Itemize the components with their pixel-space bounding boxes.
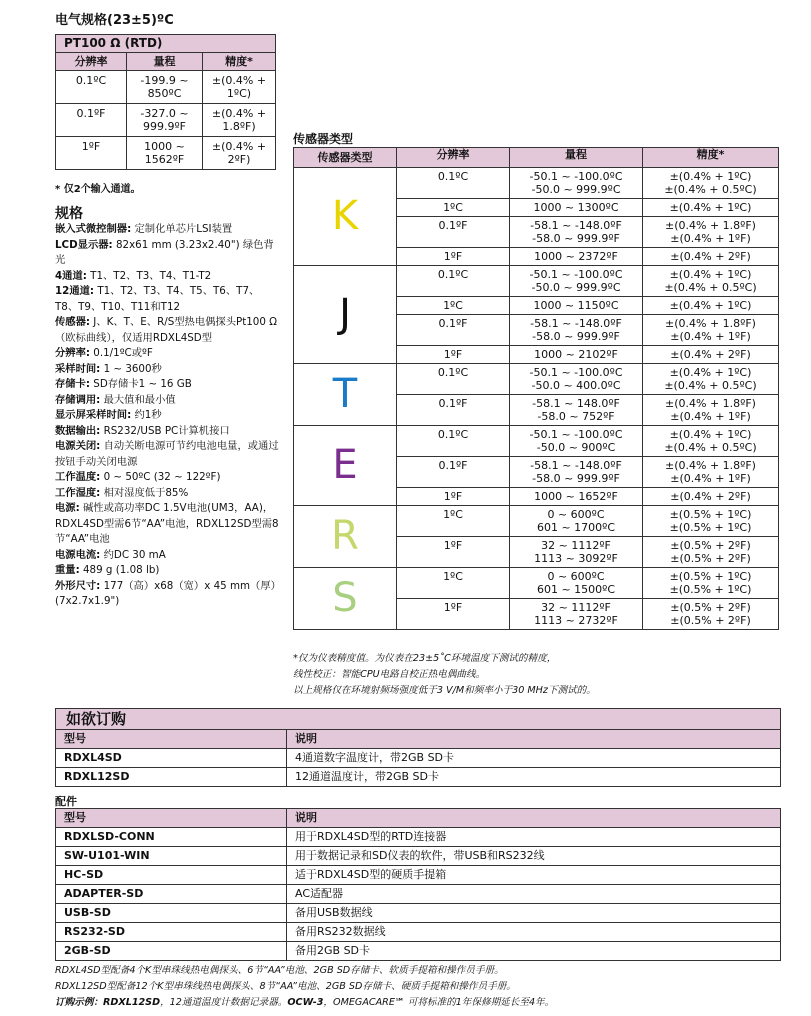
spec-label: 电源关闭: [55, 440, 101, 452]
table-row [56, 828, 781, 847]
sensor-acc-line: ±(0.4% + 1.8ºF) [665, 397, 756, 410]
sensor-range-line: 1000 ~ 2372ºF [534, 250, 618, 263]
sensor-type-r: R [294, 506, 397, 568]
footer-line: RDXL12SD型配备12个K型串珠线热电偶探头、8节“AA”电池、2GB SD存储卡、硬质手提箱和操作员手册。 [55, 981, 516, 992]
model-description: 用于RDXL4SD型的RTD连接器 [287, 828, 781, 847]
order-title: 如欲订购 [56, 709, 781, 730]
sensor-range-line: -50.0 ~ 999.9ºC [531, 183, 621, 196]
sensor-acc [643, 568, 779, 599]
table-row [56, 768, 781, 787]
spec-item [55, 424, 280, 440]
footer-line: RDXL4SD型配备4个K型串珠线热电偶探头、6节“AA”电池、2GB SD存储卡、软质手提箱和操作员手册。 [55, 965, 504, 976]
sensor-acc-line: ±(0.4% + 0.5ºC) [664, 379, 757, 392]
sensor-res: 1ºF [397, 488, 510, 506]
sensor-range-line: -58.0 ~ 999.9ºF [532, 472, 620, 485]
sensor-type-t: T [294, 364, 397, 426]
table-row [56, 749, 781, 768]
sensor-range [510, 506, 643, 537]
rtd-range: 1000 ~ 1562ºF [127, 137, 203, 170]
spec-label: 数据输出: [55, 424, 101, 437]
spec-value: 1 ~ 3600秒 [103, 362, 162, 375]
sensor-acc [643, 315, 779, 346]
sensor-acc-line: ±(0.4% + 1ºF) [670, 472, 751, 485]
spec-label: 采样时间: [55, 362, 101, 375]
sensor-type-k: K [294, 168, 397, 266]
sensor-acc [643, 426, 779, 457]
model-description: 用于数据记录和SD仪表的软件，带USB和RS232线 [287, 847, 781, 866]
model-description: 备用USB数据线 [287, 904, 781, 923]
sensor-range [510, 297, 643, 315]
sensor-res: 1ºC [397, 506, 510, 537]
sensor-range-line: 1000 ~ 1652ºF [534, 490, 618, 503]
spec-value: 82x61 mm (3.23x2.40") 绿色背光 [55, 238, 274, 266]
spec-value: T1、T2、T3、T4、T5、T6、T7、T8、T9、T10、T11和T12 [55, 285, 260, 313]
sensor-acc-line: ±(0.4% + 1ºC) [669, 201, 752, 214]
sensor-section-title: 传感器类型 [293, 132, 354, 146]
sensor-acc-line: ±(0.4% + 1ºC) [669, 366, 752, 379]
table-row [56, 847, 781, 866]
sensor-range-line: -58.1 ~ -148.0ºF [530, 459, 622, 472]
model-description: 4通道数字温度计，带2GB SD卡 [287, 749, 781, 768]
spec-item [55, 408, 280, 424]
sensor-note-line: *仅为仪表精度值。为仪表在23±5˚C环境温度下测试的精度， [293, 653, 557, 664]
rtd-spec-table [55, 34, 276, 170]
order-example-label: 订购示例： [55, 997, 103, 1008]
rtd-row [56, 104, 276, 137]
sensor-res: 0.1ºC [397, 426, 510, 457]
table-row [56, 923, 781, 942]
sensor-range [510, 395, 643, 426]
sensor-range-line: -58.1 ~ 148.0ºF [532, 397, 620, 410]
spec-item [55, 362, 280, 378]
spec-item [55, 486, 280, 502]
rtd-row [56, 137, 276, 170]
sensor-acc-line: ±(0.4% + 1ºF) [670, 330, 751, 343]
spec-value: 约DC 30 mA [103, 548, 166, 561]
sensor-acc [643, 217, 779, 248]
spec-label: 4通道: [55, 269, 87, 282]
sensor-acc-line: ±(0.5% + 1ºC) [669, 570, 752, 583]
spec-item [55, 393, 280, 409]
spec-value: 自动关断电源可节约电池电量，或通过按钮手动关闭电源 [55, 440, 279, 468]
sensor-res: 1ºC [397, 199, 510, 217]
sensor-range [510, 568, 643, 599]
spec-label: 电源电流: [55, 548, 101, 561]
spec-label: 存储卡: [55, 378, 91, 390]
sensor-acc [643, 506, 779, 537]
spec-item [55, 238, 280, 269]
sensor-acc [643, 488, 779, 506]
sensor-type-s: S [294, 568, 397, 630]
spec-item [55, 501, 280, 548]
sensor-range-line: 1113 ~ 3092ºF [534, 552, 618, 565]
sensor-range-line: -50.0 ~ 999.9ºC [531, 281, 621, 294]
accessories-table [55, 808, 781, 961]
sensor-acc-line: ±(0.5% + 1ºC) [669, 521, 752, 534]
sensor-row [294, 506, 779, 537]
sensor-range-line: -50.1 ~ -100.0ºC [529, 428, 623, 441]
sensor-acc-line: ±(0.5% + 1ºC) [669, 508, 752, 521]
spec-item [55, 563, 280, 579]
sensor-range-line: 1000 ~ 2102ºF [534, 348, 618, 361]
sensor-res: 0.1ºF [397, 217, 510, 248]
sensor-acc-line: ±(0.4% + 2ºF) [670, 250, 751, 263]
sensor-col-acc: 精度* [643, 148, 779, 168]
sensor-range [510, 537, 643, 568]
spec-value: 相对湿度低于85% [103, 486, 189, 499]
sensor-range-line: -58.1 ~ -148.0ºF [530, 317, 622, 330]
spec-value: 定制化单芯片LSI装置 [134, 223, 233, 235]
spec-label: 分辨率: [55, 347, 91, 359]
sensor-acc [643, 168, 779, 199]
sensor-res: 0.1ºC [397, 168, 510, 199]
sensor-acc-line: ±(0.4% + 2ºF) [670, 490, 751, 503]
rtd-table-header: PT100 Ω (RTD) [56, 35, 276, 53]
sensor-acc [643, 599, 779, 630]
sensor-type-e: E [294, 426, 397, 506]
spec-label: 重量: [55, 564, 80, 576]
sensor-res: 0.1ºC [397, 266, 510, 297]
spec-list [55, 222, 280, 610]
sensor-range-line: 0 ~ 600ºC [547, 570, 605, 583]
sensor-acc-line: ±(0.4% + 1ºC) [669, 428, 752, 441]
table-row [56, 866, 781, 885]
sensor-acc [643, 346, 779, 364]
rtd-row [56, 71, 276, 104]
spec-value: 489 g (1.08 lb) [83, 564, 160, 576]
sensor-acc [643, 457, 779, 488]
sensor-col-res: 分辨率 [397, 148, 510, 168]
sensor-range-line: -50.1 ~ -100.0ºC [529, 366, 623, 379]
spec-value: 碱性或高功率DC 1.5V电池(UM3，AA)，RDXL4SD型需6节“AA”电池，RDXL12SD型需8节“AA”电池 [55, 502, 279, 545]
order-table [55, 708, 781, 787]
sensor-acc-line: ±(0.5% + 1ºC) [669, 583, 752, 596]
spec-item [55, 579, 280, 610]
sensor-range-line: -50.0 ~ 900ºC [536, 441, 616, 454]
acc-col-desc: 说明 [287, 809, 781, 828]
sensor-row [294, 266, 779, 297]
sensor-range [510, 364, 643, 395]
sensor-range [510, 346, 643, 364]
model-number: SW-U101-WIN [56, 847, 287, 866]
spec-label: 传感器: [55, 316, 91, 328]
spec-item [55, 470, 280, 486]
sensor-res: 0.1ºF [397, 457, 510, 488]
sensor-range [510, 457, 643, 488]
model-description: AC适配器 [287, 885, 781, 904]
spec-label: 12通道: [55, 285, 95, 297]
sensor-acc-line: ±(0.4% + 0.5ºC) [664, 441, 757, 454]
sensor-col-type: 传感器类型 [294, 148, 397, 168]
sensor-range-line: -58.0 ~ 999.9ºF [532, 330, 620, 343]
spec-value: RS232/USB PC计算机接口 [103, 424, 230, 437]
rtd-note: * 仅2个输入通道。 [55, 184, 141, 195]
sensor-acc-line: ±(0.4% + 1ºC) [669, 170, 752, 183]
model-description: 备用2GB SD卡 [287, 942, 781, 961]
order-example-model2: OCW-3 [287, 997, 324, 1008]
order-col-desc: 说明 [287, 730, 781, 749]
sensor-res: 1ºF [397, 346, 510, 364]
sensor-acc [643, 199, 779, 217]
spec-label: 工作湿度: [55, 486, 101, 499]
spec-item [55, 269, 280, 285]
sensor-acc [643, 537, 779, 568]
spec-item [55, 439, 280, 470]
sensor-range-line: -58.0 ~ 999.9ºF [532, 232, 620, 245]
spec-label: 显示屏采样时间: [55, 409, 132, 421]
sensor-note-line: 线性校正：智能CPU电路自校正热电偶曲线。 [293, 669, 486, 680]
accessories-title: 配件 [55, 795, 77, 808]
sensor-range-line: -58.0 ~ 752ºF [537, 410, 615, 423]
sensor-notes [293, 651, 793, 699]
sensor-acc-line: ±(0.4% + 1.8ºF) [665, 219, 756, 232]
table-row [56, 942, 781, 961]
sensor-range-line: 1113 ~ 2732ºF [534, 614, 618, 627]
rtd-col-res: 分辨率 [56, 53, 127, 71]
sensor-range [510, 217, 643, 248]
sensor-acc-line: ±(0.4% + 1ºF) [670, 232, 751, 245]
sensor-row [294, 426, 779, 457]
sensor-acc-line: ±(0.4% + 2ºF) [670, 348, 751, 361]
sensor-res: 0.1ºF [397, 315, 510, 346]
model-number: RS232-SD [56, 923, 287, 942]
acc-col-model: 型号 [56, 809, 287, 828]
sensor-acc-line: ±(0.4% + 1ºC) [669, 299, 752, 312]
rtd-acc: ±(0.4% + 1.8ºF) [203, 104, 276, 137]
model-description: 12通道温度计，带2GB SD卡 [287, 768, 781, 787]
sensor-range [510, 599, 643, 630]
sensor-res: 0.1ºF [397, 395, 510, 426]
sensor-res: 1ºC [397, 568, 510, 599]
sensor-col-range: 量程 [510, 148, 643, 168]
sensor-range [510, 426, 643, 457]
sensor-acc-line: ±(0.4% + 1ºC) [669, 268, 752, 281]
sensor-range-line: 601 ~ 1700ºC [536, 521, 616, 534]
sensor-range [510, 315, 643, 346]
spec-value: J、K、T、E、R/S型热电偶探头Pt100 Ω（欧标曲线），仅适用RDXL4SD型 [55, 316, 278, 344]
sensor-acc-line: ±(0.4% + 0.5ºC) [664, 183, 757, 196]
model-number: RDXL12SD [56, 768, 287, 787]
table-row [56, 904, 781, 923]
order-example-model: RDXL12SD [102, 997, 161, 1008]
spec-item [55, 346, 280, 362]
rtd-res: 0.1ºC [56, 71, 127, 104]
sensor-row [294, 364, 779, 395]
sensor-acc-line: ±(0.5% + 2ºF) [670, 552, 751, 565]
sensor-acc [643, 266, 779, 297]
table-row [56, 885, 781, 904]
spec-value: 最大值和最小值 [103, 393, 176, 406]
rtd-res: 1ºF [56, 137, 127, 170]
model-description: 备用RS232数据线 [287, 923, 781, 942]
spec-value: SD存储卡1 ~ 16 GB [93, 378, 192, 390]
spec-label: 工作温度: [55, 471, 101, 483]
sensor-acc-line: ±(0.4% + 1.8ºF) [665, 459, 756, 472]
footer-line [55, 995, 795, 1011]
sensor-range [510, 266, 643, 297]
spec-label: 嵌入式微控制器: [55, 223, 132, 235]
footer-notes [55, 963, 795, 1011]
sensor-range-line: 32 ~ 1112ºF [541, 601, 611, 614]
spec-value: 0.1/1ºC或ºF [93, 347, 153, 359]
sensor-row [294, 168, 779, 199]
spec-title: 规格 [55, 206, 83, 222]
sensor-acc-line: ±(0.4% + 1ºF) [670, 410, 751, 423]
order-example-text2: ，OMEGACARE℠ 可将标准的1年保修期延长至4年。 [323, 997, 555, 1008]
sensor-res: 1ºF [397, 248, 510, 266]
order-section [55, 708, 781, 787]
sensor-acc-line: ±(0.5% + 2ºF) [670, 614, 751, 627]
rtd-section-title: 电气规格(23±5)ºC [55, 13, 174, 28]
sensor-range-line: -50.0 ~ 400.0ºC [531, 379, 621, 392]
spec-label: 电源: [55, 502, 80, 514]
spec-label: 存储调用: [55, 393, 101, 406]
sensor-range-line: -50.1 ~ -100.0ºC [529, 268, 623, 281]
spec-value: T1、T2、T3、T4、T1-T2 [90, 269, 212, 282]
spec-item [55, 222, 280, 238]
model-number: RDXL4SD [56, 749, 287, 768]
spec-item [55, 315, 280, 346]
model-number: 2GB-SD [56, 942, 287, 961]
rtd-col-range: 量程 [127, 53, 203, 71]
rtd-range: -327.0 ~ 999.9ºF [127, 104, 203, 137]
sensor-range [510, 199, 643, 217]
sensor-note-line: 以上规格仅在环境射频场强度低于3 V/M和频率小于30 MHz下测试的。 [293, 685, 596, 696]
sensor-range [510, 168, 643, 199]
sensor-table [293, 147, 779, 630]
spec-label: 外形尺寸: [55, 579, 101, 592]
sensor-acc-line: ±(0.4% + 1.8ºF) [665, 317, 756, 330]
model-description: 适于RDXL4SD型的硬质手提箱 [287, 866, 781, 885]
sensor-res: 0.1ºC [397, 364, 510, 395]
sensor-acc [643, 297, 779, 315]
model-number: ADAPTER-SD [56, 885, 287, 904]
sensor-range-line: 0 ~ 600ºC [547, 508, 605, 521]
spec-label: LCD显示器: [55, 238, 113, 251]
sensor-row [294, 568, 779, 599]
sensor-res: 1ºF [397, 599, 510, 630]
sensor-acc-line: ±(0.5% + 2ºF) [670, 539, 751, 552]
sensor-acc [643, 364, 779, 395]
sensor-type-j: J [294, 266, 397, 364]
sensor-range [510, 488, 643, 506]
sensor-res: 1ºC [397, 297, 510, 315]
spec-item [55, 548, 280, 564]
sensor-acc [643, 248, 779, 266]
order-example-text: ，12通道温度计数据记录器。 [160, 997, 288, 1008]
sensor-range-line: -50.1 ~ -100.0ºC [529, 170, 623, 183]
spec-item [55, 284, 280, 315]
spec-item [55, 377, 280, 393]
sensor-acc [643, 395, 779, 426]
sensor-range-line: -58.1 ~ -148.0ºF [530, 219, 622, 232]
rtd-acc: ±(0.4% + 1ºC) [203, 71, 276, 104]
model-number: RDXLSD-CONN [56, 828, 287, 847]
sensor-range-line: 32 ~ 1112ºF [541, 539, 611, 552]
sensor-range-line: 1000 ~ 1300ºC [533, 201, 619, 214]
model-number: HC-SD [56, 866, 287, 885]
rtd-res: 0.1ºF [56, 104, 127, 137]
rtd-acc: ±(0.4% + 2ºF) [203, 137, 276, 170]
spec-value: 177（高）x68（宽）x 45 mm（厚）(7x2.7x1.9") [55, 579, 276, 607]
spec-value: 约1秒 [134, 409, 162, 421]
sensor-acc-line: ±(0.4% + 0.5ºC) [664, 281, 757, 294]
spec-value: 0 ~ 50ºC (32 ~ 122ºF) [103, 471, 221, 483]
sensor-range-line: 601 ~ 1500ºC [536, 583, 616, 596]
model-number: USB-SD [56, 904, 287, 923]
sensor-range-line: 1000 ~ 1150ºC [533, 299, 619, 312]
sensor-acc-line: ±(0.5% + 2ºF) [670, 601, 751, 614]
sensor-res: 1ºF [397, 537, 510, 568]
order-col-model: 型号 [56, 730, 287, 749]
rtd-col-acc: 精度* [203, 53, 276, 71]
rtd-range: -199.9 ~ 850ºC [127, 71, 203, 104]
sensor-range [510, 248, 643, 266]
